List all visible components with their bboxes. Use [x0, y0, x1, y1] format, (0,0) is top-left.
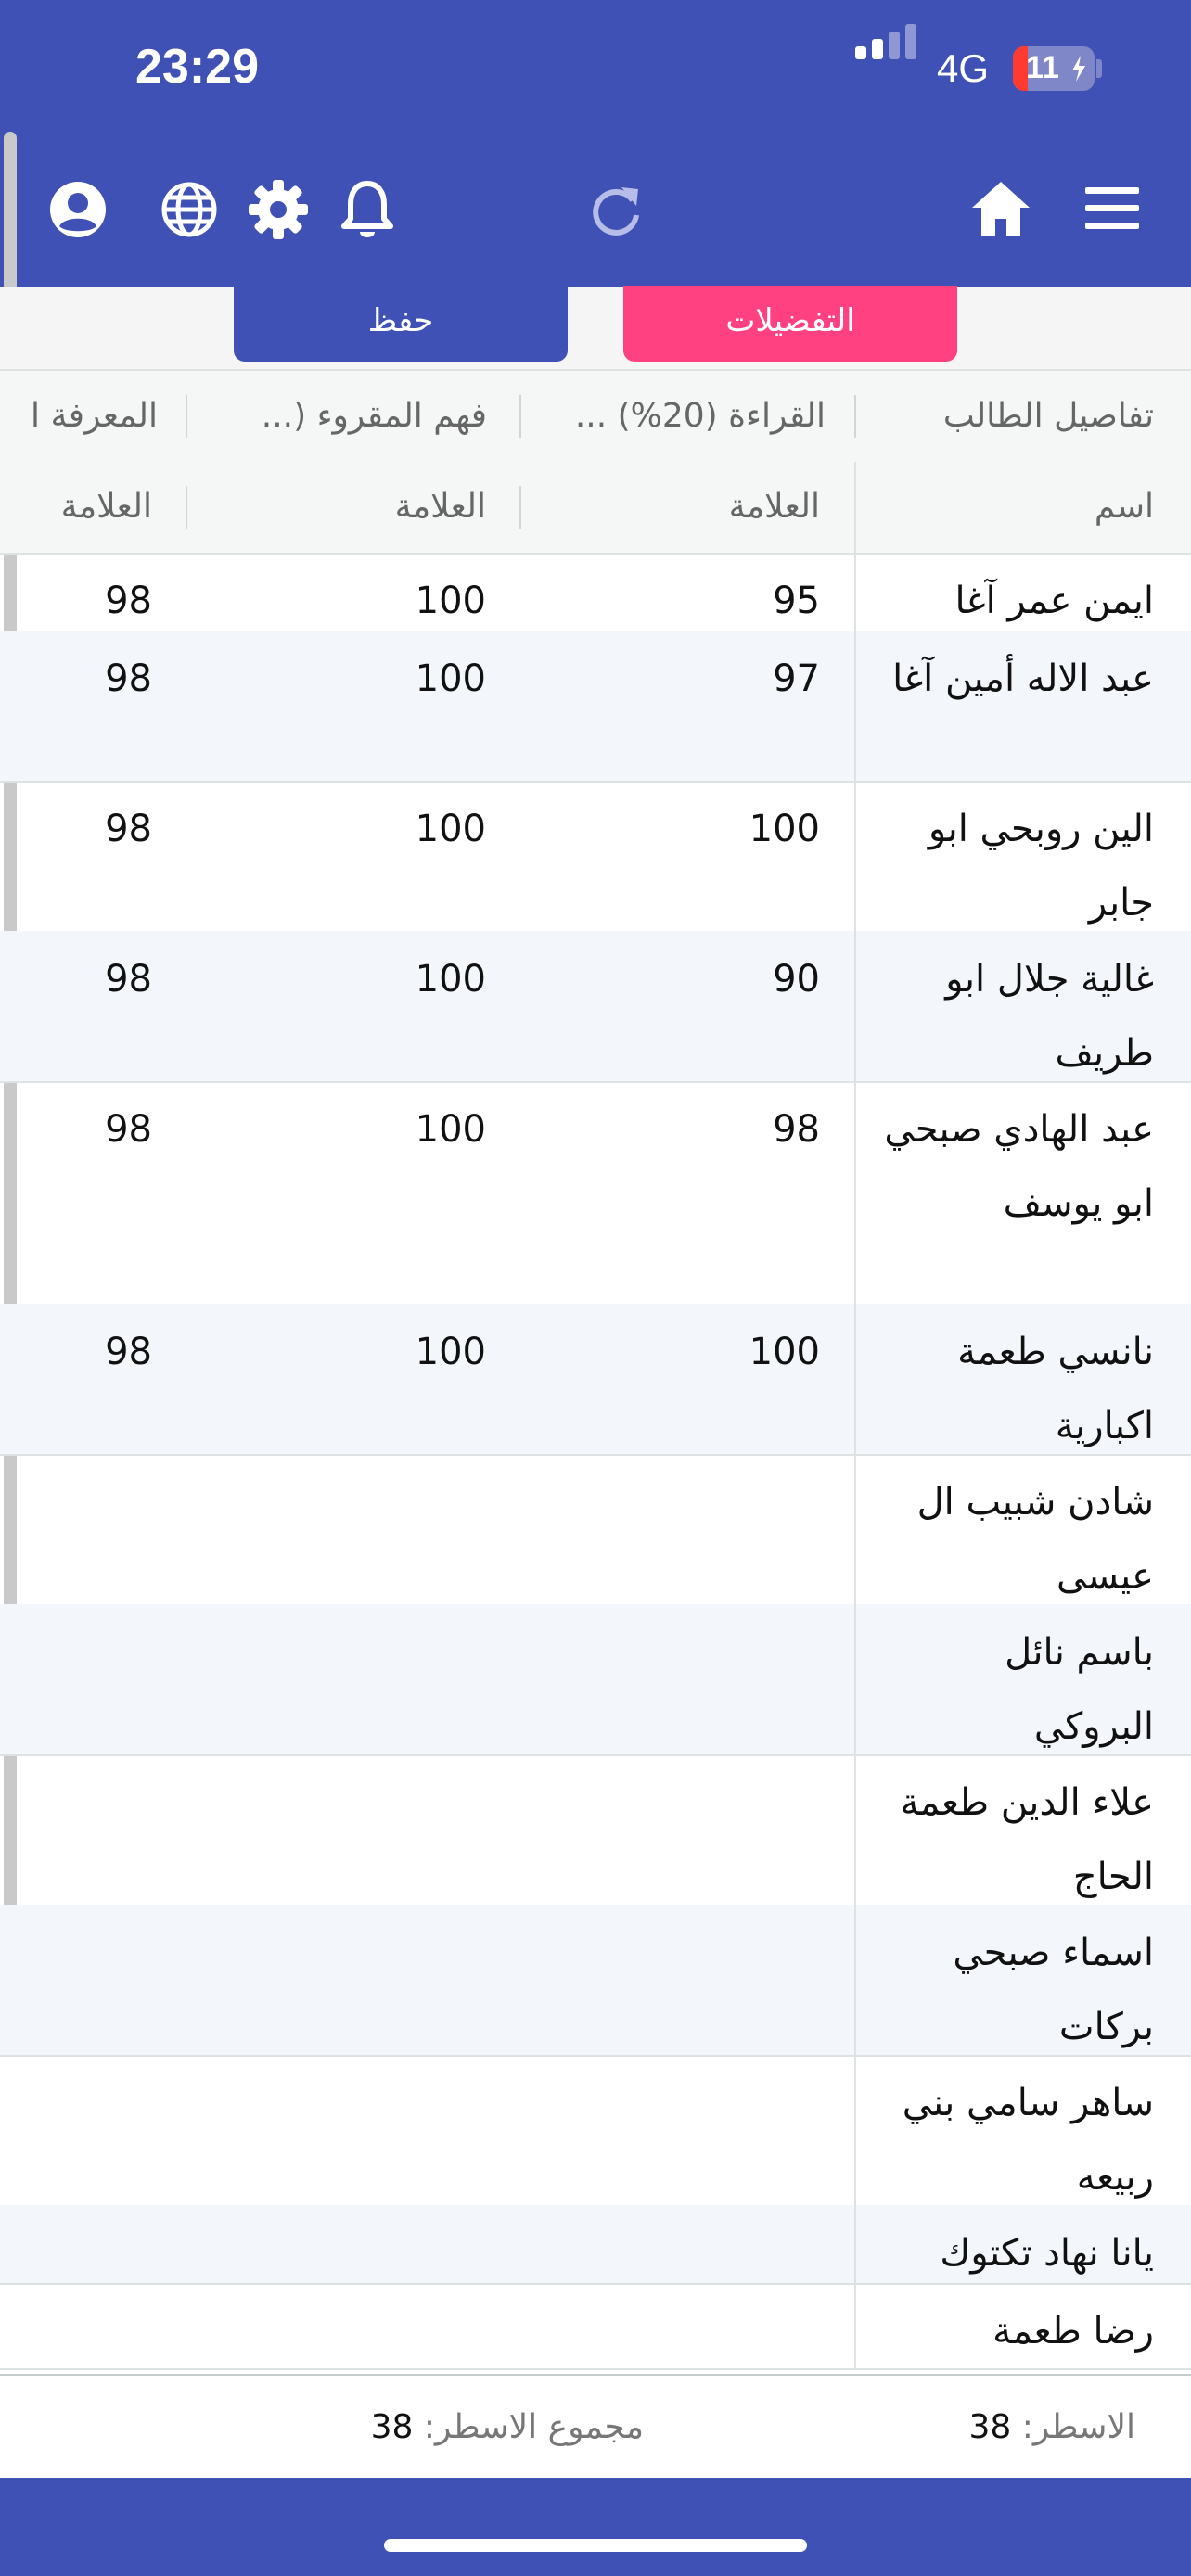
column-divider [854, 2055, 856, 2205]
table-row[interactable] [0, 1304, 1191, 1456]
sub-header-row [0, 462, 1191, 555]
bottom-bar [0, 2478, 1191, 2576]
score-knowledge[interactable]: 98 [105, 657, 152, 700]
actions-row [0, 287, 1191, 369]
table-row[interactable] [0, 1754, 1191, 1906]
score-comprehension[interactable]: 100 [415, 580, 486, 622]
header-student-details[interactable]: تفاصيل الطالب [942, 397, 1154, 435]
column-divider [854, 2205, 856, 2283]
header-score-knowledge[interactable]: العلامة [60, 488, 152, 526]
column-divider [854, 1604, 856, 1754]
column-divider [854, 631, 856, 781]
rows-count-value: 38 [968, 2408, 1012, 2446]
student-name: شادن شبيب ال عيسى [916, 1481, 1154, 1598]
score-reading[interactable]: 95 [773, 580, 820, 622]
score-comprehension[interactable]: 100 [415, 958, 486, 1001]
column-divider [854, 553, 856, 631]
student-name: علاء الدين طعمة الحاج [900, 1781, 1154, 1898]
score-reading[interactable]: 97 [773, 657, 820, 700]
score-reading[interactable]: 100 [749, 808, 820, 850]
score-comprehension[interactable]: 100 [415, 1108, 486, 1151]
score-reading[interactable]: 100 [749, 1331, 820, 1373]
home-icon[interactable] [970, 180, 1031, 237]
student-name: يانا نهاد تكتوك [940, 2232, 1154, 2275]
header-reading[interactable]: القراءة (20%) ... [574, 397, 826, 435]
group-header-row [0, 369, 1191, 464]
column-divider [854, 781, 856, 931]
home-indicator[interactable] [384, 2539, 807, 2552]
column-divider [854, 1905, 856, 2055]
student-name: ساهر سامي بني ربيعه [902, 2082, 1154, 2199]
student-name: نانسي طعمة اكبارية [957, 1331, 1154, 1447]
refresh-icon[interactable] [586, 180, 646, 239]
score-knowledge[interactable]: 98 [105, 580, 152, 622]
student-name: اسماء صبحي بركات [953, 1932, 1154, 2048]
table-row[interactable] [0, 781, 1191, 933]
score-reading[interactable]: 90 [773, 958, 820, 1001]
header-name[interactable]: اسم [1094, 488, 1154, 526]
score-comprehension[interactable]: 100 [415, 1331, 486, 1373]
status-time: 23:29 [135, 40, 259, 94]
column-divider [854, 1754, 856, 1905]
notifications-icon[interactable] [339, 178, 395, 243]
column-divider [854, 931, 856, 1081]
score-knowledge[interactable]: 98 [105, 808, 152, 850]
table-row[interactable] [0, 1604, 1191, 1756]
score-comprehension[interactable]: 100 [415, 657, 486, 700]
table-footer [0, 2374, 1191, 2480]
network-type: 4G [937, 46, 990, 90]
column-divider [854, 1454, 856, 1604]
student-name: باسم نائل البروكي [1005, 1631, 1154, 1748]
account-icon[interactable] [48, 180, 108, 239]
preferences-button[interactable]: التفضيلات [623, 286, 957, 362]
table-row[interactable] [0, 1905, 1191, 2057]
table-row[interactable] [0, 2205, 1191, 2285]
column-divider [854, 1304, 856, 1454]
table-row[interactable] [0, 2055, 1191, 2207]
globe-icon[interactable] [160, 180, 219, 239]
menu-icon[interactable] [1085, 185, 1139, 232]
save-button[interactable]: حفظ [234, 286, 568, 362]
settings-icon[interactable] [247, 178, 310, 241]
battery-level: 11 [1026, 50, 1059, 85]
table-row[interactable] [0, 631, 1191, 783]
column-divider [854, 2283, 856, 2368]
header-comprehension[interactable]: فهم المقروء (... [261, 397, 487, 435]
rows-count-label: الاسطر: [1021, 2408, 1135, 2446]
table-row[interactable] [0, 1081, 1191, 1306]
rows-count [969, 2376, 1136, 2480]
header-score-comprehension[interactable]: العلامة [394, 488, 486, 526]
column-divider [854, 1081, 856, 1304]
score-comprehension[interactable]: 100 [415, 808, 486, 850]
student-name: عبد الاله أمين آغا [892, 657, 1154, 700]
header-score-reading[interactable]: العلامة [728, 488, 820, 526]
table-row[interactable] [0, 1454, 1191, 1606]
battery-tip [1096, 59, 1102, 78]
student-name: عبد الهادي صبحي ابو يوسف [884, 1108, 1154, 1225]
table-row[interactable] [0, 2283, 1191, 2370]
header-knowledge[interactable]: المعرفة ا [31, 397, 158, 435]
student-name: غالية جلال ابو طريف [945, 958, 1154, 1075]
score-knowledge[interactable]: 98 [105, 1331, 152, 1373]
student-name: ايمن عمر آغا [954, 580, 1154, 622]
score-knowledge[interactable]: 98 [105, 958, 152, 1001]
score-knowledge[interactable]: 98 [105, 1108, 152, 1151]
total-rows [371, 2376, 644, 2480]
total-rows-value: 38 [370, 2408, 414, 2446]
student-name: الين روبحي ابو جابر [928, 808, 1154, 925]
total-rows-label: مجموع الاسطر: [423, 2408, 644, 2446]
table-row[interactable] [0, 553, 1191, 632]
student-name: رضا طعمة [992, 2310, 1154, 2353]
battery-icon [1013, 46, 1095, 91]
table-row[interactable] [0, 931, 1191, 1083]
score-reading[interactable]: 98 [773, 1108, 820, 1151]
